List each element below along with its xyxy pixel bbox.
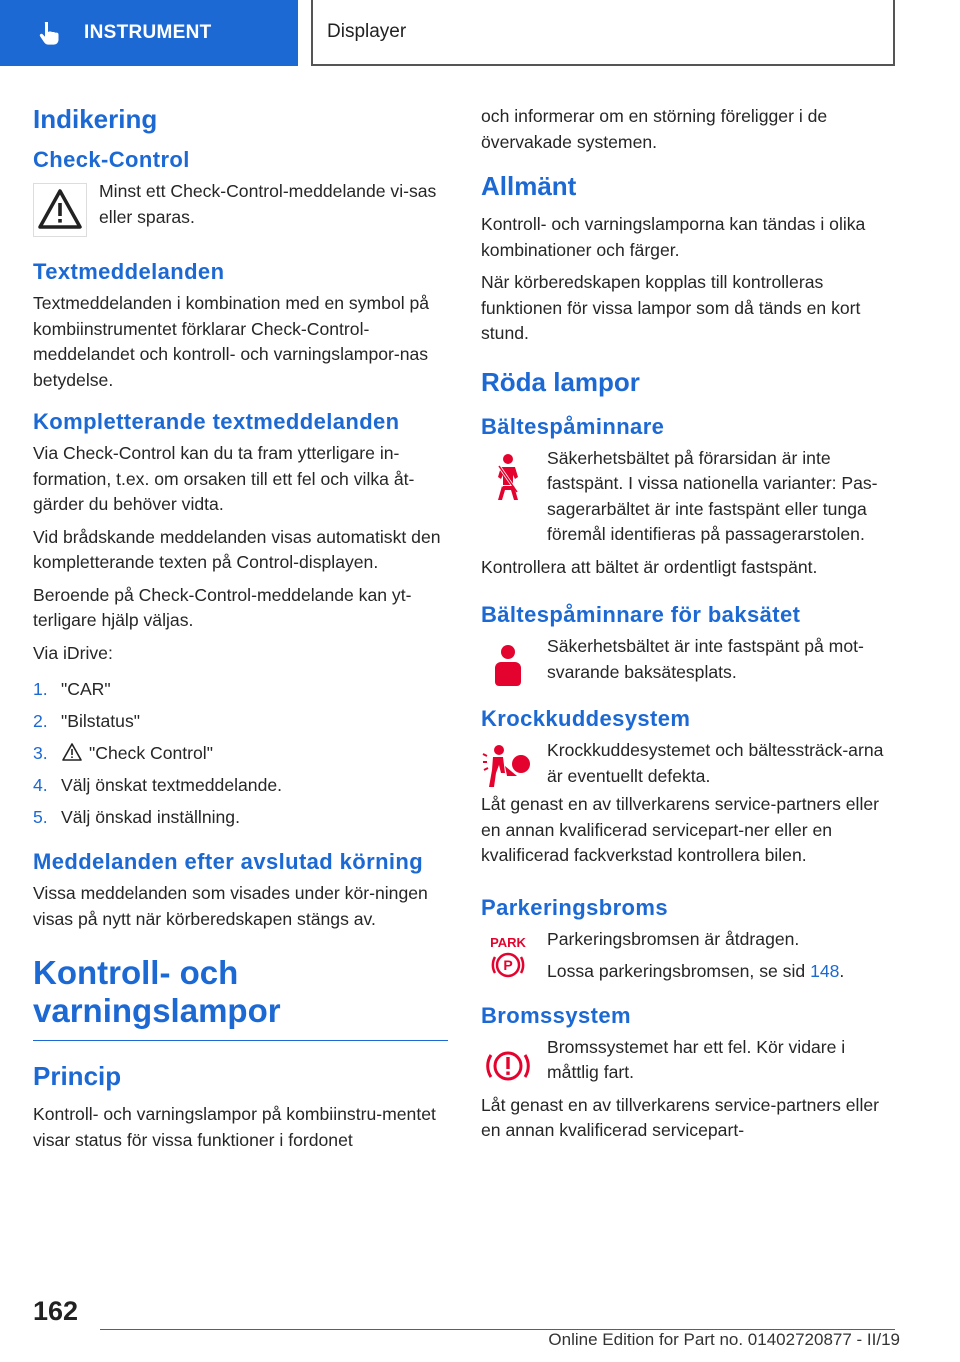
- komp-paragraph-3: Beroende på Check-Control-meddelande kan yt-terligare hjälp väljas.: [33, 584, 412, 630]
- heading-meddelanden-efter: Meddelanden efter avslutad körning: [33, 849, 424, 874]
- section-title-box: [311, 0, 895, 66]
- small-warning-icon: [61, 742, 83, 762]
- rear-seatbelt-icon: [481, 638, 535, 692]
- textmeddelanden-text: Textmeddelanden i kombination med en symbol på kombiinstrumentet förklarar Check-Control-meddelandet och kontroll- och varningslampor-nas betydelse.: [33, 293, 430, 390]
- brake-system-icon: [481, 1039, 535, 1093]
- allmant-paragraph-2: När körberedskapen kopplas till kontrolleras funktionen för vissa lampor som då tänds en kort stund.: [481, 272, 861, 343]
- list-item: 3. "Check Control": [33, 743, 213, 763]
- krock-text-2: Låt genast en av tillverkarens service-partners eller en annan kvalificerad servicepart-ner eller en kvalificerad fackverkstad kontrollera bilen.: [481, 794, 879, 865]
- park-block: [481, 927, 895, 985]
- baltes-bak-text: Säkerhetsbältet är inte fastspänt på mot-svarande baksätesplats.: [547, 636, 864, 682]
- heading-kontroll-varningslampor: Kontroll- och varningslampor: [33, 954, 448, 1041]
- heading-parkeringsbroms: Parkeringsbroms: [481, 894, 668, 920]
- check-control-text: Minst ett Check-Control-meddelande vi-sas eller sparas.: [99, 181, 437, 227]
- chapter-tab[interactable]: [0, 0, 298, 66]
- right-column: [481, 104, 895, 1151]
- heading-kompletterande: Kompletterande textmeddelanden: [33, 409, 400, 434]
- princip-continued: och informerar om en störning föreligger i de övervakade systemen.: [481, 106, 828, 152]
- efter-text: Vissa meddelanden som visades under kör-ningen visas på nytt när körberedskapen stängs av.: [33, 883, 428, 929]
- left-column: [33, 100, 448, 1160]
- heading-check-control: Check-Control: [33, 147, 190, 172]
- heading-baltes-baksatet: Bältespåminnare för baksätet: [481, 602, 801, 627]
- page-link-148[interactable]: 148: [810, 961, 840, 981]
- princip-text: Kontroll- och varningslampor på kombiinstru-mentet visar status för vissa funktioner i fordonet: [33, 1104, 436, 1150]
- baltes-bak-block: [481, 634, 895, 692]
- heading-baltespaminnare: Bältespåminnare: [481, 413, 665, 439]
- list-item: 5. Välj önskad inställning.: [33, 807, 240, 827]
- komp-paragraph-4: Via iDrive:: [33, 642, 113, 663]
- baltes-text-2: Kontrollera att bältet är ordentligt fastspänt.: [481, 556, 818, 577]
- seatbelt-reminder-icon: [481, 450, 535, 504]
- edition-text: Online Edition for Part no. 01402720877 - II/19: [548, 1330, 900, 1349]
- broms-block: [481, 1035, 895, 1093]
- baltes-text-1: Säkerhetsbältet på förarsidan är inte fastspänt. I vissa nationella varianter: Pas-sagerarbältet är inte fastspänt eller tunga föremål identifieras på passagerarstolen.: [547, 447, 878, 544]
- list-item: 4. Välj önskat textmeddelande.: [33, 775, 283, 795]
- baltes-block: [481, 446, 895, 548]
- broms-text-1: Bromssystemet har ett fel. Kör vidare i måttlig fart.: [547, 1036, 846, 1082]
- airbag-warning-icon: [481, 742, 535, 796]
- svg-text:PARK: PARK: [490, 934, 526, 950]
- park-text-1: Parkeringsbromsen är åtdragen.: [547, 928, 800, 949]
- heading-roda-lampor: Röda lampor: [481, 366, 640, 397]
- heading-princip: Princip: [33, 1061, 122, 1091]
- allmant-paragraph-1: Kontroll- och varningslamporna kan tändas i olika kombinationer och färger.: [481, 214, 866, 260]
- heading-indikering: Indikering: [33, 104, 158, 134]
- svg-text:P: P: [503, 956, 513, 973]
- page-number: 162: [33, 1296, 79, 1326]
- pointing-hand-icon: [36, 19, 64, 47]
- krock-block: [481, 738, 895, 796]
- page-header: [0, 0, 960, 66]
- idrive-steps: [33, 673, 448, 833]
- heading-bromssystem: Bromssystem: [481, 1002, 631, 1028]
- chapter-label: INSTRUMENT: [84, 22, 212, 43]
- warning-triangle-icon: [33, 183, 87, 237]
- section-title: Displayer: [327, 21, 407, 42]
- list-item: 1. "CAR": [33, 679, 111, 699]
- list-item: 2. "Bilstatus": [33, 711, 140, 731]
- parking-brake-icon: [481, 931, 535, 985]
- heading-krockkuddesystem: Krockkuddesystem: [481, 706, 691, 731]
- heading-textmeddelanden: Textmeddelanden: [33, 259, 225, 284]
- komp-paragraph-2: Vid brådskande meddelanden visas automatiskt den kompletterande texten på Control-displayen.: [33, 526, 441, 572]
- check-control-block: [33, 179, 448, 237]
- krock-text-1: Krockkuddesystemet och bältessträck-arna är eventuellt defekta.: [547, 740, 884, 786]
- broms-text-2: Låt genast en av tillverkarens service-partners eller en annan kvalificerad servicepart-: [481, 1094, 879, 1140]
- heading-allmant: Allmänt: [481, 171, 577, 201]
- komp-paragraph-1: Via Check-Control kan du ta fram ytterligare in-formation, t.ex. om orsaken till ett fel och vilka åt-gärder du behöver vidta.: [33, 443, 415, 514]
- park-text-2: Lossa parkeringsbromsen, se sid 148.: [547, 961, 845, 981]
